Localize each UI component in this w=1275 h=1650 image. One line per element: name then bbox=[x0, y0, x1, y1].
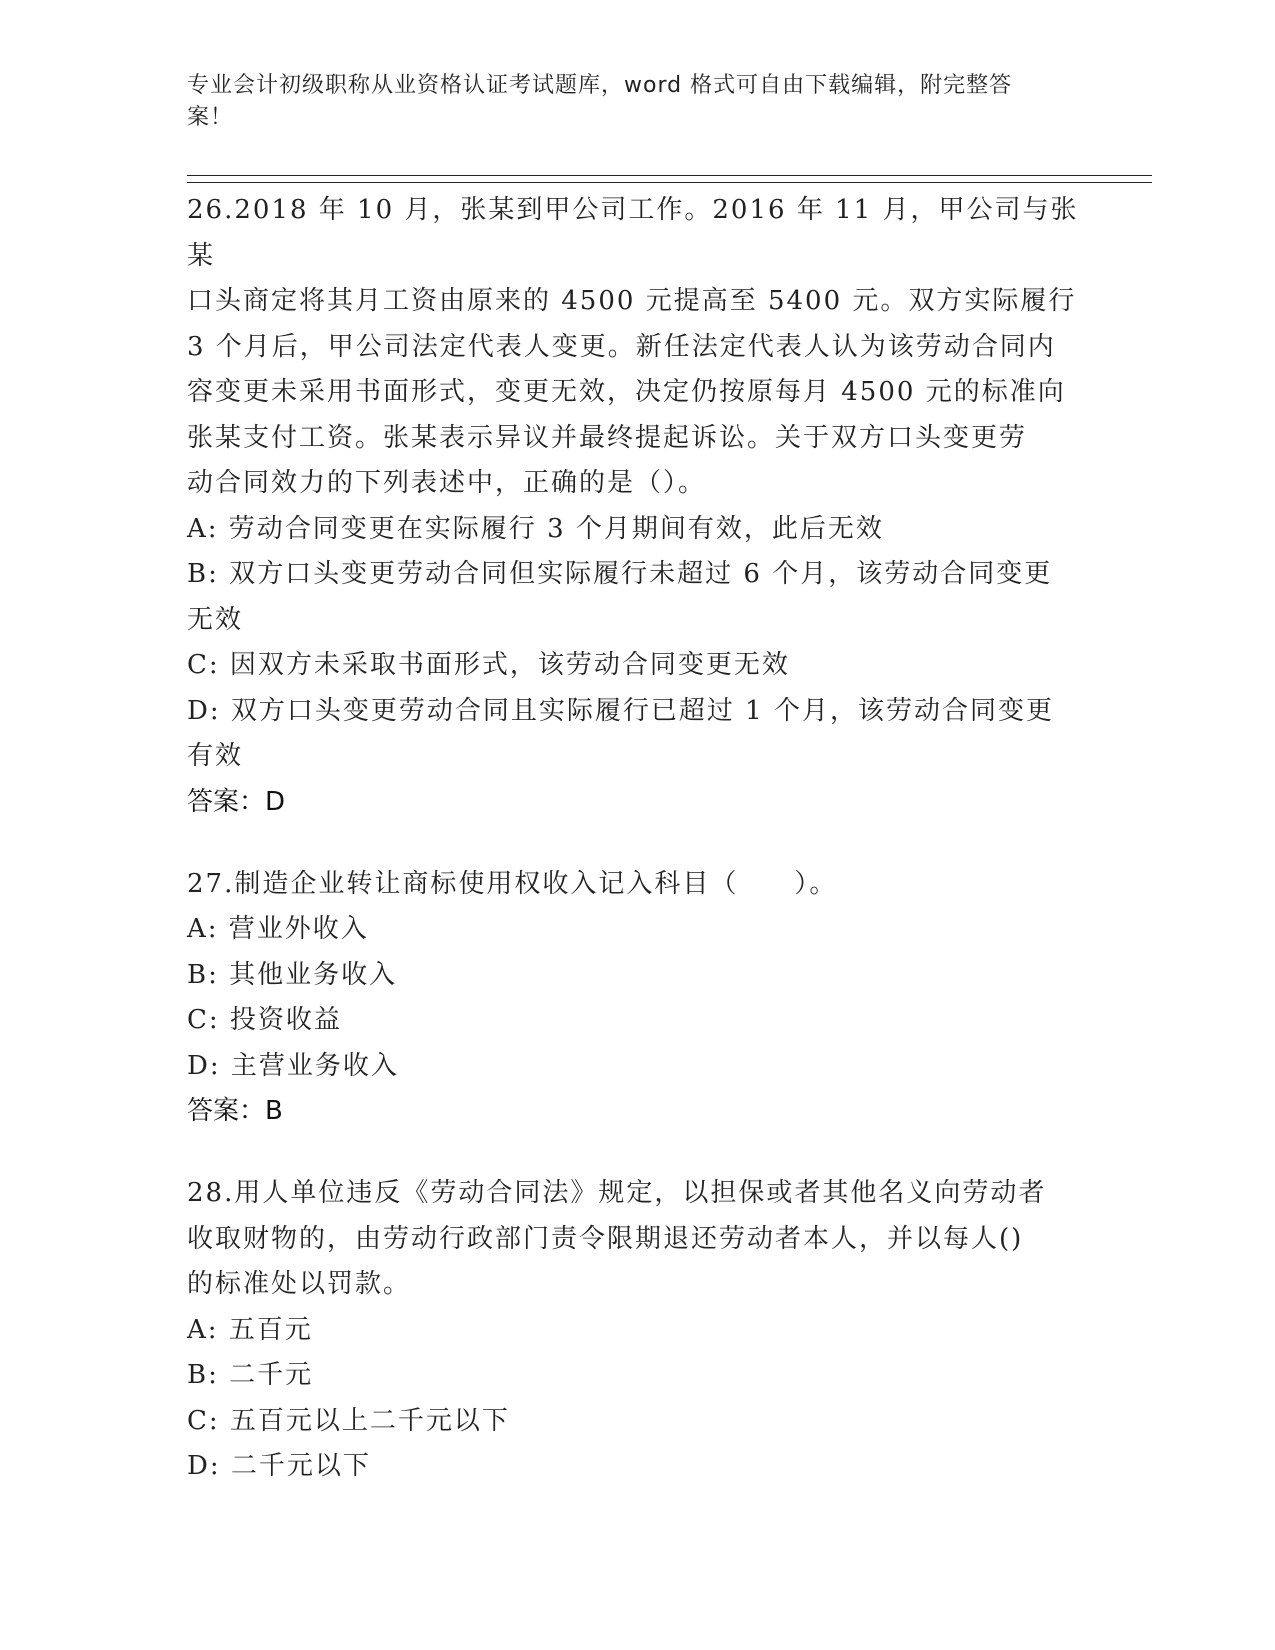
answer-26: 答案：D bbox=[187, 786, 286, 817]
question-27 bbox=[187, 862, 1087, 1090]
option-a: A: 劳动合同变更在实际履行 3 个月期间有效，此后无效 bbox=[187, 513, 884, 544]
option-d-continued: 有效 bbox=[187, 741, 244, 771]
question-stem-line: 张某支付工资。张某表示异议并最终提起诉讼。关于双方口头变更劳 bbox=[187, 422, 1028, 453]
header-line-1: 专业会计初级职称从业资格认证考试题库，word 格式可自由下载编辑，附完整答 bbox=[187, 73, 1013, 98]
question-stem-line: 收取财物的，由劳动行政部门责令限期退还劳动者本人，并以每人() bbox=[187, 1223, 1024, 1254]
header-divider-top bbox=[187, 175, 1152, 176]
option-b-continued: 无效 bbox=[187, 604, 244, 635]
question-stem-line: 的标准处以罚款。 bbox=[187, 1269, 412, 1299]
question-stem-line: 口头商定将其月工资由原来的 4500 元提高至 5400 元。双方实际履行 bbox=[187, 286, 1077, 316]
option-a: A: 营业外收入 bbox=[187, 914, 369, 944]
question-stem-line: 28.用人单位违反《劳动合同法》规定，以担保或者其他名义向劳动者 bbox=[187, 1178, 1047, 1208]
option-d: D: 双方口头变更劳动合同且实际履行已超过 1 个月，该劳动合同变更 bbox=[187, 695, 1054, 726]
option-b: B: 双方口头变更劳动合同但实际履行未超过 6 个月，该劳动合同变更 bbox=[187, 559, 1053, 589]
question-stem-line: 27.制造企业转让商标使用权收入记入科目（ ）。 bbox=[187, 868, 838, 899]
question-stem-line: 容变更未采用书面形式，变更无效，决定仍按原每月 4500 元的标准向 bbox=[187, 377, 1066, 407]
question-26 bbox=[187, 188, 1087, 780]
question-28 bbox=[187, 1171, 1087, 1490]
option-b: B: 其他业务收入 bbox=[187, 959, 398, 990]
answer-27: 答案：B bbox=[187, 1096, 283, 1126]
spacer bbox=[187, 825, 1087, 862]
question-stem-line: 26.2018 年 10 月，张某到甲公司工作。2016 年 11 月，甲公司与张某 bbox=[187, 195, 1079, 271]
option-c: C: 投资收益 bbox=[187, 1005, 342, 1035]
header-line-2: 案！ bbox=[187, 105, 234, 130]
option-b: B: 二千元 bbox=[187, 1360, 314, 1390]
option-d: D: 主营业务收入 bbox=[187, 1050, 399, 1081]
option-c: C: 五百元以上二千元以下 bbox=[187, 1405, 510, 1436]
question-stem-line: 3 个月后，甲公司法定代表人变更。新任法定代表人认为该劳动合同内 bbox=[187, 331, 1056, 362]
option-a: A: 五百元 bbox=[187, 1314, 313, 1345]
option-c: C: 因双方未采取书面形式，该劳动合同变更无效 bbox=[187, 650, 790, 680]
header-divider-bottom bbox=[187, 182, 1152, 183]
document-header bbox=[187, 70, 1067, 134]
spacer bbox=[187, 1134, 1087, 1171]
option-d: D: 二千元以下 bbox=[187, 1451, 371, 1481]
question-stem-line: 动合同效力的下列表述中，正确的是（）。 bbox=[187, 468, 707, 498]
question-list bbox=[187, 188, 1087, 1490]
